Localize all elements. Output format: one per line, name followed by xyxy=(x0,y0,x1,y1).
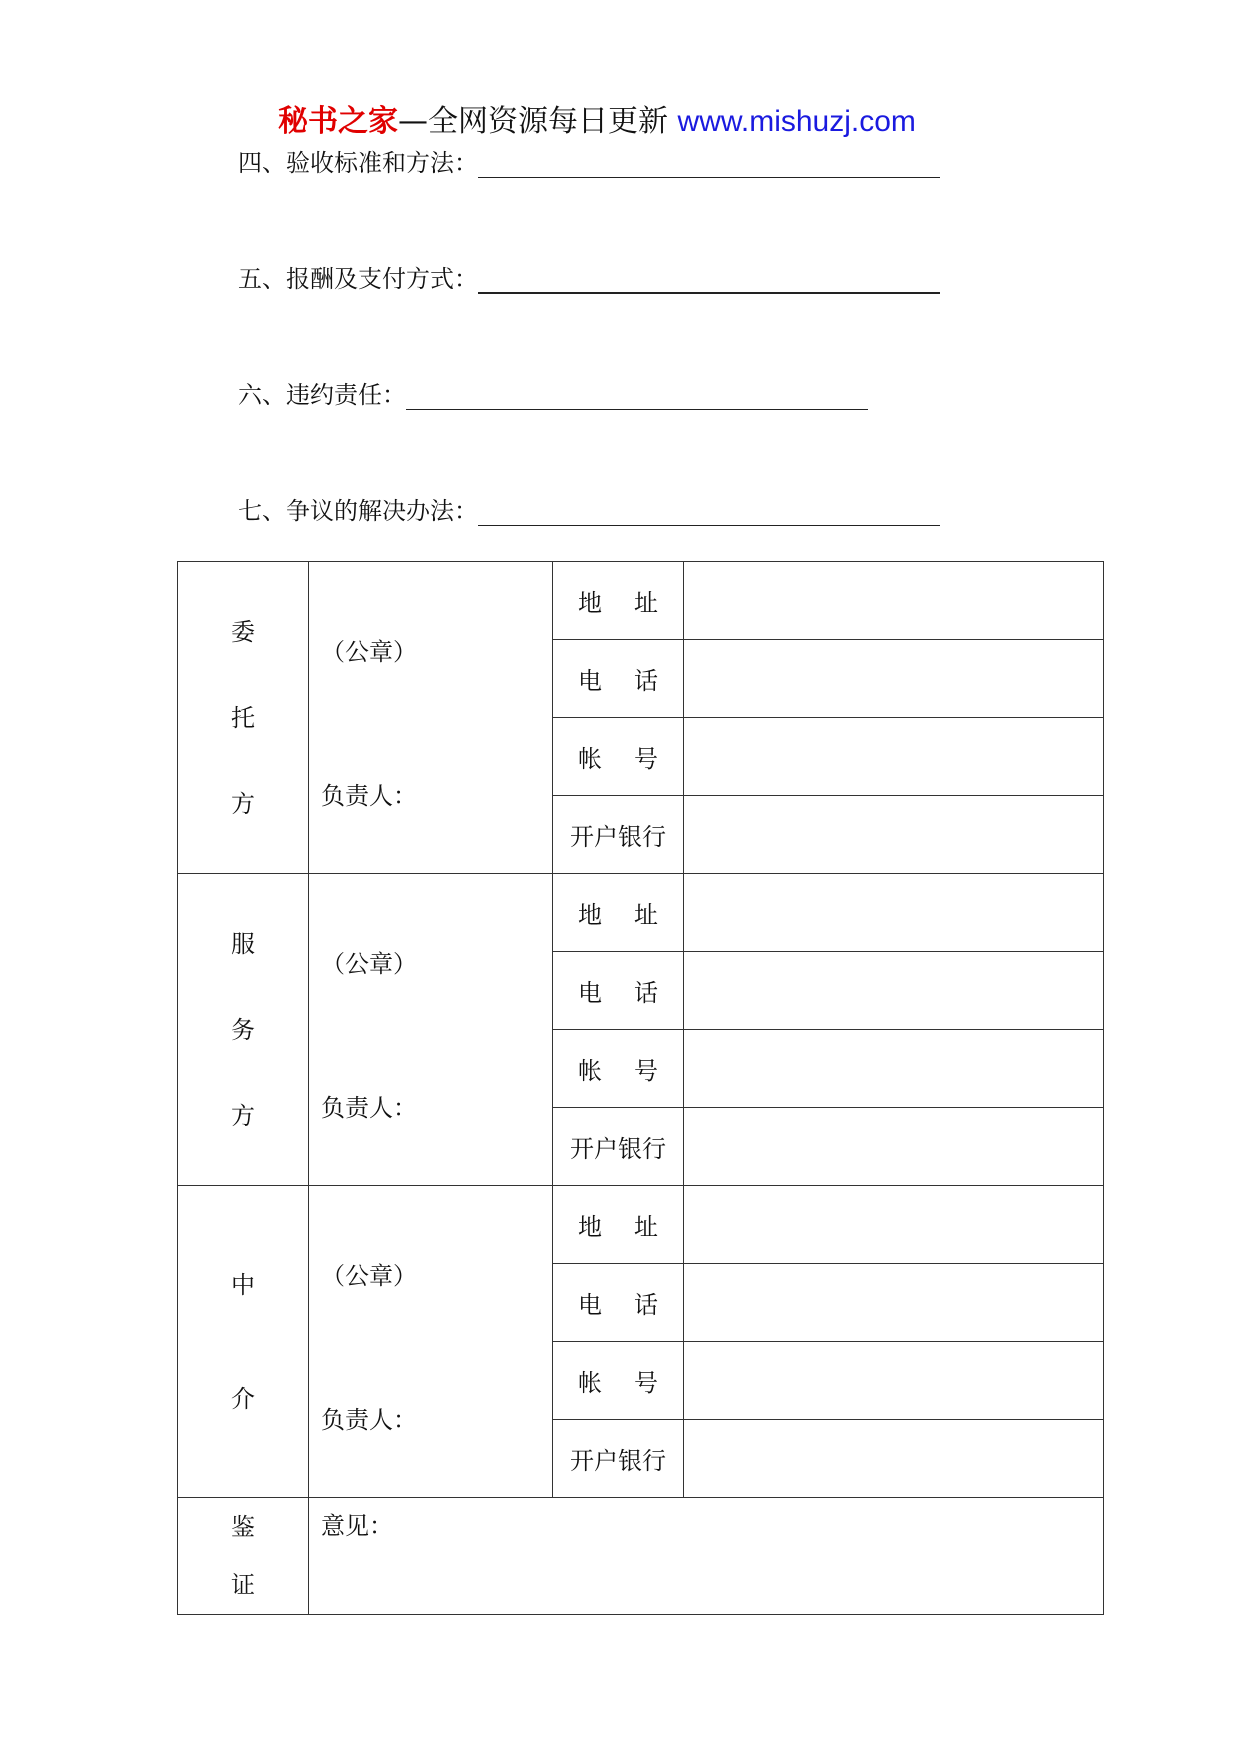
banner-brand: 秘书之家 xyxy=(278,104,398,139)
clause-payment xyxy=(238,264,940,294)
opinion-label: 意见： xyxy=(321,1512,393,1540)
phone-value[interactable] xyxy=(684,952,1104,1030)
fill-in-blank[interactable] xyxy=(478,151,940,178)
seal-area[interactable] xyxy=(309,562,553,874)
bank-value[interactable] xyxy=(684,1108,1104,1186)
address-value[interactable] xyxy=(684,1186,1104,1264)
party-name-client xyxy=(178,562,309,874)
seal-label: （公章） xyxy=(321,950,417,978)
party-char: 方 xyxy=(231,1101,255,1130)
table-row xyxy=(178,1186,1104,1264)
opinion-field[interactable] xyxy=(309,1498,1104,1615)
phone-value[interactable] xyxy=(684,1264,1104,1342)
clause-label: 六、违约责任： xyxy=(238,381,406,409)
field-label-phone: 电 话 xyxy=(553,640,684,718)
responsible-label: 负责人： xyxy=(321,1094,417,1122)
field-label-address: 地 址 xyxy=(553,562,684,640)
fill-in-blank[interactable] xyxy=(406,383,868,410)
responsible-label: 负责人： xyxy=(321,1406,417,1434)
address-value[interactable] xyxy=(684,562,1104,640)
verify-char: 证 xyxy=(231,1571,255,1599)
field-label-account: 帐 号 xyxy=(553,1342,684,1420)
party-char: 方 xyxy=(231,789,255,818)
seal-label: （公章） xyxy=(321,638,417,666)
account-value[interactable] xyxy=(684,1030,1104,1108)
clause-dispute xyxy=(238,496,940,526)
field-label-account: 帐 号 xyxy=(553,718,684,796)
verify-char: 鉴 xyxy=(231,1513,255,1541)
field-label-phone: 电 话 xyxy=(553,952,684,1030)
clause-label: 七、争议的解决办法： xyxy=(238,497,478,525)
address-value[interactable] xyxy=(684,874,1104,952)
field-label-bank: 开户银行 xyxy=(553,796,684,874)
site-banner xyxy=(278,102,978,142)
table-row xyxy=(178,1498,1104,1615)
field-label-address: 地 址 xyxy=(553,874,684,952)
verification-label xyxy=(178,1498,309,1615)
field-label-account: 帐 号 xyxy=(553,1030,684,1108)
field-label-phone: 电 话 xyxy=(553,1264,684,1342)
party-name-service xyxy=(178,874,309,1186)
seal-area[interactable] xyxy=(309,874,553,1186)
account-value[interactable] xyxy=(684,1342,1104,1420)
table-row xyxy=(178,874,1104,952)
account-value[interactable] xyxy=(684,718,1104,796)
fill-in-blank[interactable] xyxy=(478,499,940,526)
clause-liability xyxy=(238,380,868,410)
seal-area[interactable] xyxy=(309,1186,553,1498)
field-label-bank: 开户银行 xyxy=(553,1420,684,1498)
party-char: 服 xyxy=(231,929,255,958)
bank-value[interactable] xyxy=(684,796,1104,874)
clause-label: 四、验收标准和方法： xyxy=(238,149,478,177)
party-char: 托 xyxy=(231,703,255,732)
banner-url: www.mishuzj.com xyxy=(677,105,916,138)
field-label-address: 地 址 xyxy=(553,1186,684,1264)
phone-value[interactable] xyxy=(684,640,1104,718)
party-char: 介 xyxy=(231,1384,255,1413)
field-label-bank: 开户银行 xyxy=(553,1108,684,1186)
bank-value[interactable] xyxy=(684,1420,1104,1498)
party-char: 中 xyxy=(231,1270,255,1299)
seal-label: （公章） xyxy=(321,1262,417,1290)
clause-label: 五、报酬及支付方式： xyxy=(238,265,478,293)
signature-table xyxy=(177,561,1104,1615)
table-row xyxy=(178,562,1104,640)
party-char: 委 xyxy=(231,617,255,646)
fill-in-blank[interactable] xyxy=(478,266,940,294)
party-char: 务 xyxy=(231,1015,255,1044)
party-name-intermediary xyxy=(178,1186,309,1498)
banner-tagline: —全网资源每日更新 xyxy=(398,104,668,139)
responsible-label: 负责人： xyxy=(321,782,417,810)
clause-acceptance xyxy=(238,148,940,178)
